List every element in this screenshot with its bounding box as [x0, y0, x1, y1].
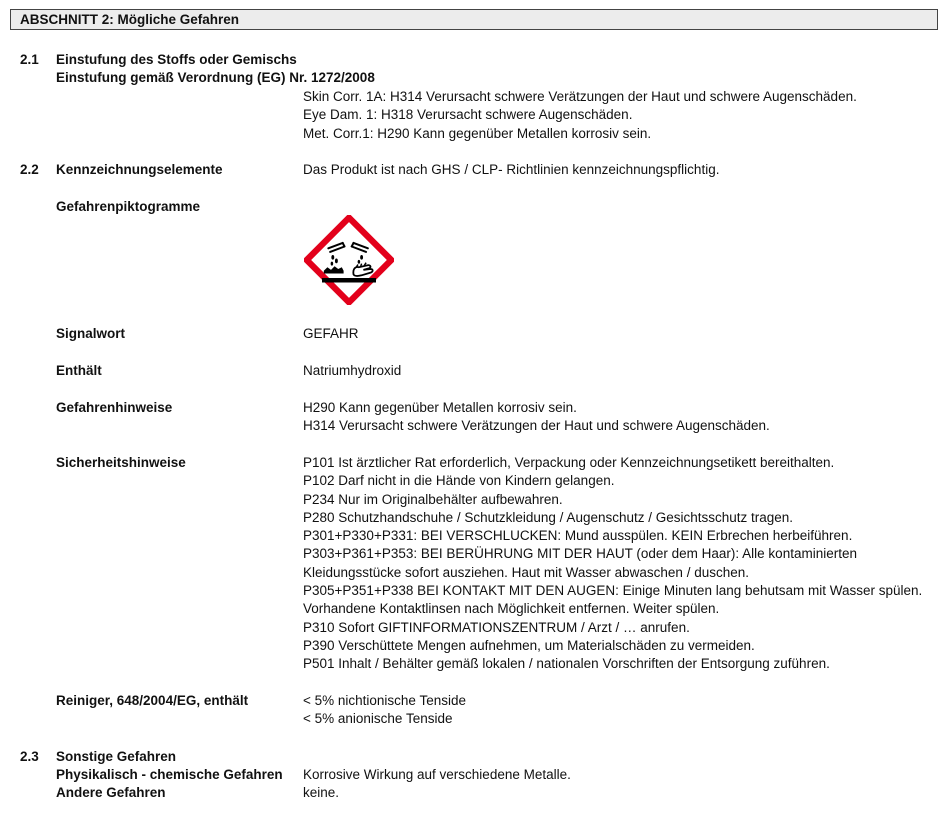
precaution-line: P101 Ist ärztlicher Rat erforderlich, Verpackung oder Kennzeichnungsetikett bereithalten.: [303, 455, 835, 470]
classification-subtitle: Einstufung gemäß Verordnung (EG) Nr. 1272/2008: [56, 70, 375, 85]
section-title-2-1: Einstufung des Stoffs oder Gemischs: [56, 52, 297, 67]
classification-line: Met. Corr.1: H290 Kann gegenüber Metallen korrosiv sein.: [303, 125, 652, 141]
hazard-statements-list: [303, 399, 770, 436]
section-header: ABSCHNITT 2: Mögliche Gefahren: [10, 9, 938, 30]
precaution-line: P390 Verschüttete Mengen aufnehmen, um Materialschäden zu vermeiden.: [303, 637, 755, 653]
signal-word-value: GEFAHR: [303, 326, 359, 341]
precaution-line: P501 Inhalt / Behälter gemäß lokalen / nationalen Vorschriften der Entsorgung zuführen.: [303, 656, 830, 672]
other-hazards-value: keine.: [303, 785, 340, 800]
other-hazards-label: Andere Gefahren: [56, 785, 166, 800]
pictogram-label: Gefahrenpiktogramme: [56, 199, 201, 214]
contains-value: Natriumhydroxid: [303, 363, 402, 378]
hazard-line: H314 Verursacht schwere Verätzungen der Haut und schwere Augenschäden.: [303, 418, 770, 434]
cleaner-line: < 5% anionische Tenside: [303, 711, 453, 727]
signal-word-label: Signalwort: [56, 326, 126, 341]
classification-line: Eye Dam. 1: H318 Verursacht schwere Augenschäden.: [303, 107, 633, 123]
label-elements-value: Das Produkt ist nach GHS / CLP- Richtlinien kennzeichnungspflichtig.: [303, 162, 720, 177]
contains-label: Enthält: [56, 363, 102, 378]
precautionary-statements-list: [303, 454, 922, 674]
section-number-2-1: 2.1: [20, 52, 39, 67]
section-number-2-2: 2.2: [20, 162, 39, 177]
cleaner-label: Reiniger, 648/2004/EG, enthält: [56, 693, 249, 708]
precaution-line: P102 Darf nicht in die Hände von Kindern gelangen.: [303, 473, 615, 489]
classification-line: Skin Corr. 1A: H314 Verursacht schwere Verätzungen der Haut und schwere Augenschäden.: [303, 89, 857, 104]
physical-chemical-hazards-value: Korrosive Wirkung auf verschiedene Metalle.: [303, 767, 571, 782]
classification-list: [303, 88, 857, 143]
precautionary-statements-label: Sicherheitshinweise: [56, 455, 186, 470]
ghs05-corrosion-icon: [304, 215, 394, 305]
precaution-line: P280 Schutzhandschuhe / Schutzkleidung / Augenschutz / Gesichtsschutz tragen.: [303, 509, 794, 525]
precaution-line: P303+P361+P353: BEI BERÜHRUNG MIT DER HAUT (oder dem Haar): Alle kontaminierten: [303, 546, 857, 562]
precaution-line: Vorhandene Kontaktlinsen nach Möglichkeit entfernen. Weiter spülen.: [303, 601, 720, 617]
cleaner-list: [303, 692, 466, 729]
hazard-statements-label: Gefahrenhinweise: [56, 400, 173, 415]
section-title-2-3: Sonstige Gefahren: [56, 749, 177, 764]
label-elements-title: Kennzeichnungselemente: [56, 162, 223, 177]
section-number-2-3: 2.3: [20, 749, 39, 764]
precaution-line: P234 Nur im Originalbehälter aufbewahren.: [303, 491, 563, 507]
precaution-line: Kleidungsstücke sofort ausziehen. Haut mit Wasser abwaschen / duschen.: [303, 564, 749, 580]
cleaner-line: < 5% nichtionische Tenside: [303, 693, 466, 708]
precaution-line: P301+P330+P331: BEI VERSCHLUCKEN: Mund ausspülen. KEIN Erbrechen herbeiführen.: [303, 528, 853, 544]
precaution-line: P305+P351+P338 BEI KONTAKT MIT DEN AUGEN: Einige Minuten lang behutsam mit Wasser spülen.: [303, 583, 923, 599]
physical-chemical-hazards-label: Physikalisch - chemische Gefahren: [56, 767, 283, 782]
precaution-line: P310 Sofort GIFTINFORMATIONSZENTRUM / Arzt / … anrufen.: [303, 619, 690, 635]
hazard-line: H290 Kann gegenüber Metallen korrosiv sein.: [303, 400, 577, 415]
